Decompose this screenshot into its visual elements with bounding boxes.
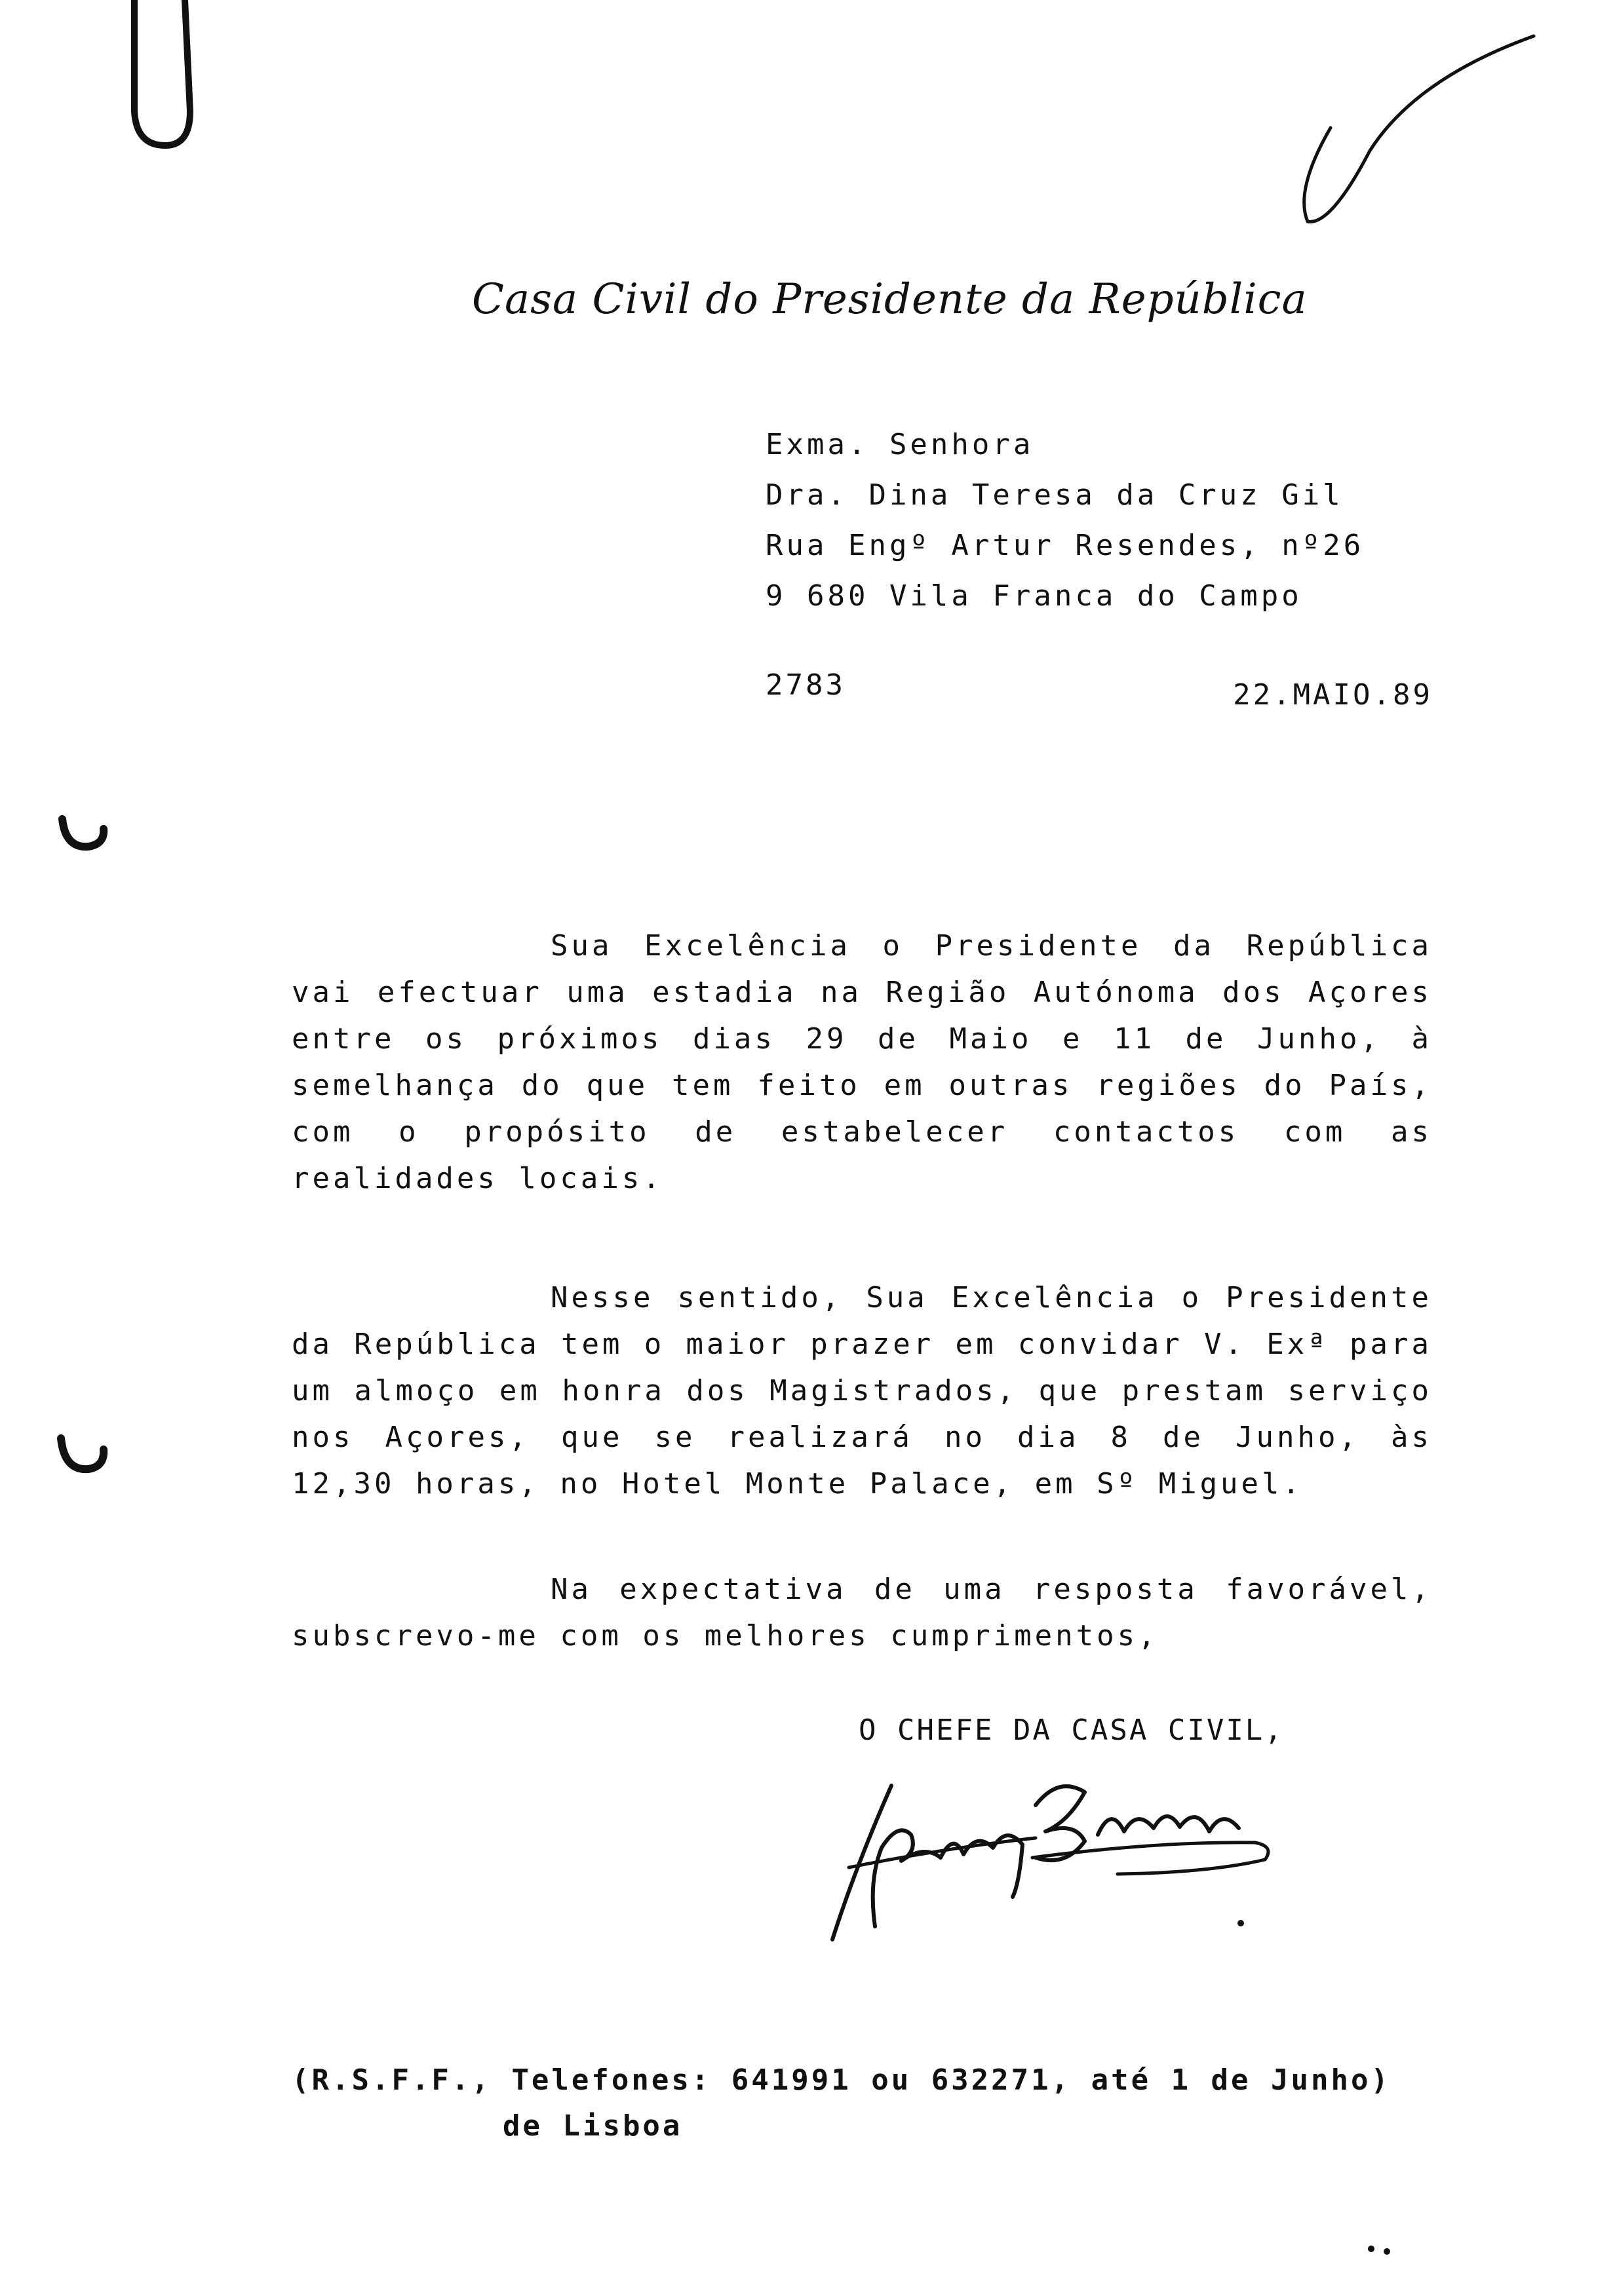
signature-image — [777, 1769, 1334, 1966]
footer-line-1: (R.S.F.F., Telefones: 641991 ou 632271, até 1 de Junho) — [292, 2063, 1391, 2097]
footer-line-2: de Lisboa — [503, 2109, 683, 2143]
recipient-city: 9 680 Vila Franca do Campo — [766, 579, 1302, 613]
paragraph-text: Nesse sentido, Sua Excelência o Presidente da República tem o maior prazer em convidar V. Exª para um almoço em honra dos Magistrados, que prestam serviço nos Açores, que se realizará no dia 8 de Junho, às 12,30 horas, no Hotel Monte Palace, em Sº Miguel. — [292, 1281, 1432, 1501]
body-paragraph-2 — [292, 1274, 1432, 1507]
punch-hole-mark-upper — [62, 819, 104, 847]
paragraph-text: Na expectativa de uma resposta favorável, subscrevo-me com os melhores cumprimentos, — [292, 1573, 1432, 1653]
footer-note — [292, 2057, 1391, 2149]
recipient-street: Rua Engº Artur Resendes, nº26 — [766, 529, 1365, 562]
paperclip-mark — [134, 0, 190, 145]
recipient-name: Dra. Dina Teresa da Cruz Gil — [766, 478, 1344, 512]
body-paragraph-1 — [292, 923, 1432, 1202]
letterhead-title: Casa Civil do Presidente da República — [472, 275, 1308, 324]
body-paragraph-3 — [292, 1566, 1432, 1659]
letter-date: 22.MAIO.89 — [1233, 678, 1433, 712]
speck-mark — [1384, 2248, 1390, 2255]
recipient-salutation: Exma. Senhora — [766, 428, 1034, 461]
punch-hole-mark-lower — [61, 1438, 104, 1469]
recipient-address — [766, 419, 1364, 621]
speck-mark — [1368, 2246, 1374, 2252]
reference-number: 2783 — [766, 668, 846, 702]
paragraph-text: Sua Excelência o Presidente da República vai efectuar uma estadia na Região Autónoma dos Açores entre os próximos dias 29 de Maio e 11 de Junho, à semelhança do que tem feito em outras regiões do País, com o propósito de estabelecer contactos com as realidades locais. — [292, 929, 1432, 1195]
closing-title: O CHEFE DA CASA CIVIL, — [859, 1713, 1284, 1747]
check-mark — [1304, 36, 1534, 221]
